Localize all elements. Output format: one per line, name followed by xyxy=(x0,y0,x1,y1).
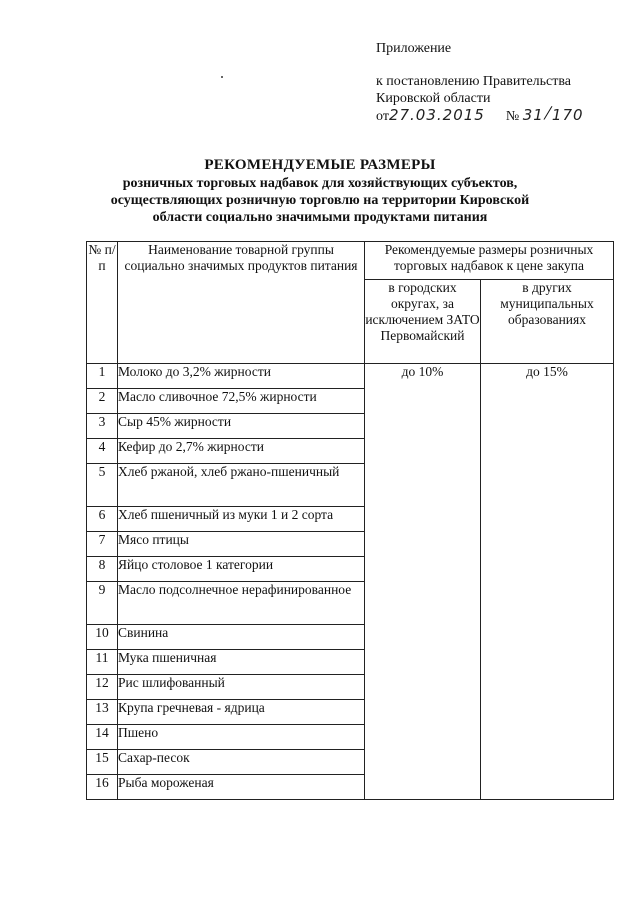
row-product-name: Свинина xyxy=(118,625,365,650)
row-number: 12 xyxy=(87,675,118,700)
row-product-name: Хлеб ржаной, хлеб ржано-пшеничный xyxy=(118,464,365,507)
row-number: 10 xyxy=(87,625,118,650)
row-product-name: Масло сливочное 72,5% жирности xyxy=(118,389,365,414)
header-product-group: Наименование товарной группы социально значимых продуктов питания xyxy=(118,242,365,364)
number-slash: / xyxy=(542,99,554,126)
row-number: 7 xyxy=(87,532,118,557)
row-product-name: Сыр 45% жирности xyxy=(118,414,365,439)
markup-other-value: до 15% xyxy=(481,364,614,800)
row-number: 16 xyxy=(87,775,118,800)
handwritten-date: 27.03.2015 xyxy=(388,106,485,124)
annex-label: Приложение xyxy=(376,41,452,56)
annex-reference xyxy=(376,73,571,107)
row-number: 5 xyxy=(87,464,118,507)
row-number: 9 xyxy=(87,582,118,625)
subtitle-line-3: области социально значимыми продуктами питания xyxy=(152,210,488,225)
row-product-name: Сахар-песок xyxy=(118,750,365,775)
row-number: 3 xyxy=(87,414,118,439)
row-product-name: Пшено xyxy=(118,725,365,750)
row-number: 4 xyxy=(87,439,118,464)
annex-ref-line1: к постановлению Правительства xyxy=(376,74,572,89)
row-product-name: Хлеб пшеничный из муки 1 и 2 сорта xyxy=(118,507,365,532)
subtitle-line-1: розничных торговых надбавок для хозяйствующих субъектов, xyxy=(122,176,518,191)
markup-city-value: до 10% xyxy=(365,364,481,800)
row-number: 11 xyxy=(87,650,118,675)
row-product-name: Кефир до 2,7% жирности xyxy=(118,439,365,464)
row-number: 1 xyxy=(87,364,118,389)
annex-ref-line2: Кировской области xyxy=(376,91,491,106)
subtitle-line-2: осуществляющих розничную торговлю на территории Кировской xyxy=(110,193,530,208)
row-product-name: Рыба мороженая xyxy=(118,775,365,800)
table-row xyxy=(87,364,614,389)
handwritten-number-a: 31 xyxy=(522,106,544,124)
table-body xyxy=(87,364,614,800)
row-number: 8 xyxy=(87,557,118,582)
row-product-name: Мука пшеничная xyxy=(118,650,365,675)
header-recommended-markups: Рекомендуемые размеры розничных торговых надбавок к цене закупа xyxy=(365,242,614,280)
row-product-name: Яйцо столовое 1 категории xyxy=(118,557,365,582)
row-product-name: Мясо птицы xyxy=(118,532,365,557)
header-other-municipalities: в других муниципальных образованиях xyxy=(481,280,614,364)
row-number: 15 xyxy=(87,750,118,775)
row-product-name: Крупа гречневая - ядрица xyxy=(118,700,365,725)
row-number: 2 xyxy=(87,389,118,414)
header-number: № п/п xyxy=(87,242,118,364)
number-prefix: № xyxy=(505,109,520,124)
row-number: 14 xyxy=(87,725,118,750)
date-prefix: от xyxy=(376,109,389,124)
row-product-name: Масло подсолнечное нерафинированное xyxy=(118,582,365,625)
document-subtitle xyxy=(100,175,540,226)
row-product-name: Молоко до 3,2% жирности xyxy=(118,364,365,389)
row-number: 13 xyxy=(87,700,118,725)
markup-table xyxy=(86,241,614,800)
row-number: 6 xyxy=(87,507,118,532)
scan-speck xyxy=(221,76,223,78)
row-product-name: Рис шлифованный xyxy=(118,675,365,700)
header-city-districts: в городских округах, за исключением ЗАТО Первомайский xyxy=(365,280,481,364)
annex-date-number xyxy=(376,99,584,126)
handwritten-number-b: 170 xyxy=(551,106,584,124)
document-title: РЕКОМЕНДУЕМЫЕ РАЗМЕРЫ xyxy=(204,157,436,173)
